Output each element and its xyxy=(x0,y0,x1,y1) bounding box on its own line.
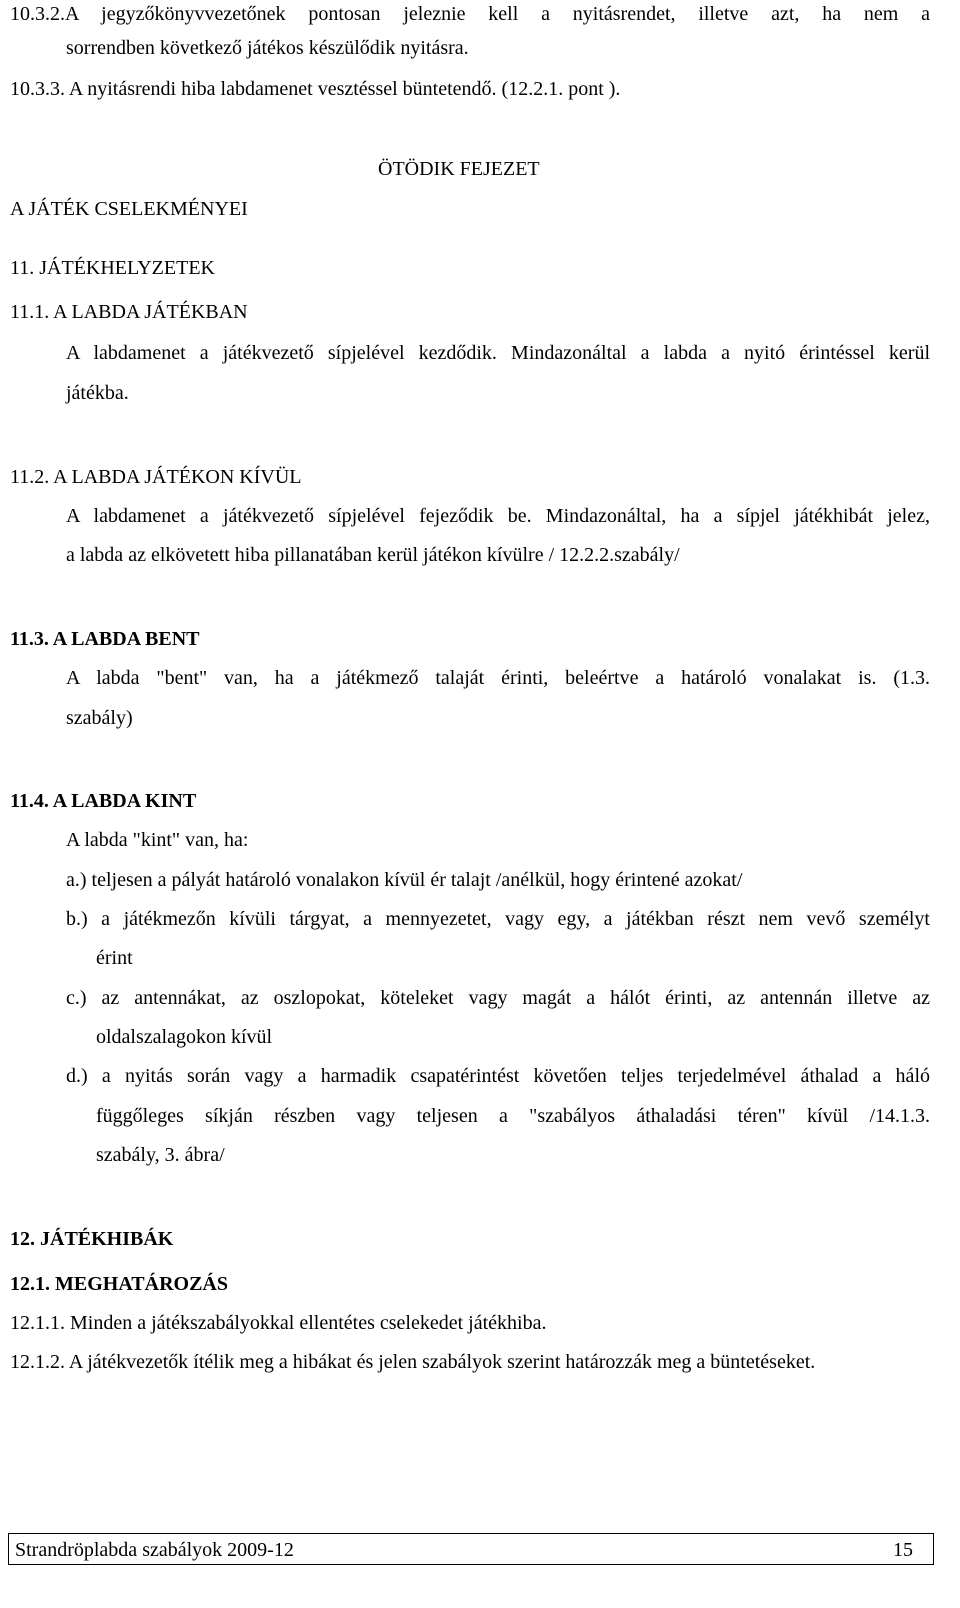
para-11-2-line2: a labda az elkövetett hiba pillanatában kerül játékon kívülre / 12.2.2.szabály/ xyxy=(66,544,680,566)
heading-11: 11. JÁTÉKHELYZETEK xyxy=(10,257,215,279)
page-number: 15 xyxy=(893,1539,913,1561)
para-12-1-1: 12.1.1. Minden a játékszabályokkal ellentétes cselekedet játékhiba. xyxy=(10,1312,547,1334)
list-item-b-line2: érint xyxy=(96,947,133,969)
para-11-3-line2: szabály) xyxy=(66,707,133,729)
list-item-d-line2: függőleges síkján részben vagy teljesen a "szabályos áthaladási téren" kívül /14.1.3. xyxy=(96,1105,930,1127)
rule-10-3-2-line1: 10.3.2.A jegyzőkönyvvezetőnek pontosan jeleznie kell a nyitásrendet, illetve azt, ha nem a xyxy=(10,3,930,25)
para-11-4: A labda "kint" van, ha: xyxy=(66,829,249,851)
list-item-d-line1: d.) a nyitás során vagy a harmadik csapatérintést követően teljes terjedelmével áthalad a háló xyxy=(66,1065,930,1087)
para-11-2-line1: A labdamenet a játékvezető sípjelével fejeződik be. Mindazonáltal, ha a sípjel játékhibát jelez, xyxy=(66,505,930,527)
heading-12: 12. JÁTÉKHIBÁK xyxy=(10,1228,174,1250)
list-item-c-line2: oldalszalagokon kívül xyxy=(96,1026,273,1048)
para-11-1-line2: játékba. xyxy=(66,382,129,404)
heading-11-3: 11.3. A LABDA BENT xyxy=(10,628,200,650)
para-11-3-line1: A labda "bent" van, ha a játékmező talaját érinti, beleértve a határoló vonalakat is. (1.3. xyxy=(66,667,930,689)
page-footer xyxy=(8,1533,934,1565)
list-item-c-line1: c.) az antennákat, az oszlopokat, köteleket vagy magát a hálót érinti, az antennán illetve az xyxy=(66,987,930,1009)
list-item-b-line1: b.) a játékmezőn kívüli tárgyat, a mennyezetet, vagy egy, a játékban részt nem vevő személyt xyxy=(66,908,930,930)
part-title: A JÁTÉK CSELEKMÉNYEI xyxy=(10,198,248,220)
para-11-1-line1: A labdamenet a játékvezető sípjelével kezdődik. Mindazonáltal a labda a nyitó érintéssel kerül xyxy=(66,342,930,364)
rule-10-3-2-line2: sorrendben következő játékos készülődik nyitásra. xyxy=(66,37,469,59)
list-item-a: a.) teljesen a pályát határoló vonalakon kívül ér talajt /anélkül, hogy érintené azokat/ xyxy=(66,869,743,891)
rule-10-3-3: 10.3.3. A nyitásrendi hiba labdamenet vesztéssel büntetendő. (12.2.1. pont ). xyxy=(10,78,621,100)
chapter-title: ÖTÖDIK FEJEZET xyxy=(378,158,540,180)
list-item-d-line3: szabály, 3. ábra/ xyxy=(96,1144,225,1166)
para-12-1-2: 12.1.2. A játékvezetők ítélik meg a hibákat és jelen szabályok szerint határozzák meg a büntetéseket. xyxy=(10,1351,816,1373)
footer-title: Strandröplabda szabályok 2009-12 xyxy=(15,1539,294,1561)
heading-11-1: 11.1. A LABDA JÁTÉKBAN xyxy=(10,301,248,323)
heading-11-4: 11.4. A LABDA KINT xyxy=(10,790,197,812)
heading-12-1: 12.1. MEGHATÁROZÁS xyxy=(10,1273,228,1295)
heading-11-2: 11.2. A LABDA JÁTÉKON KÍVÜL xyxy=(10,466,302,488)
